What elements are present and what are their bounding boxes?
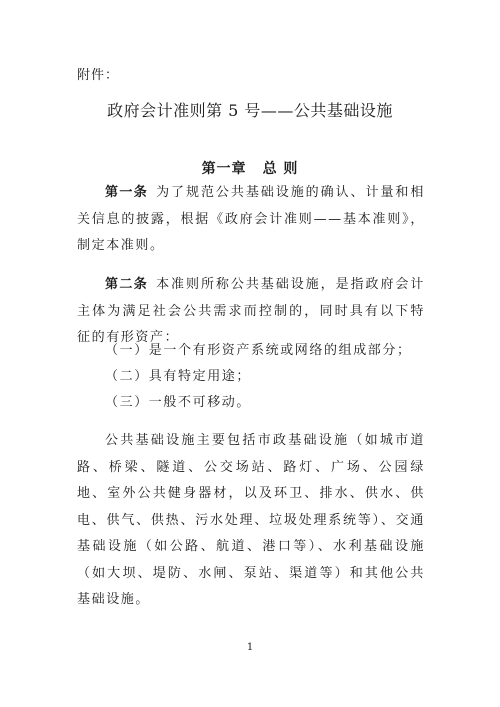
chapter-number: 第一章 bbox=[201, 161, 247, 177]
document-title: 政府会计准则第 5 号——公共基础设施 bbox=[107, 101, 393, 120]
feature-item-3: （三）一般不可移动。 bbox=[105, 395, 252, 410]
feature-item-1: （一）是一个有形资产系统或网络的组成部分； bbox=[105, 343, 412, 358]
chapter-heading bbox=[0, 158, 500, 178]
page-number: 1 bbox=[246, 642, 254, 653]
infrastructure-scope-paragraph: 公共基础设施主要包括市政基础设施（如城市道路、桥梁、隧道、公交场站、路灯、广场、公园绿地、室外公共健身器材，以及环卫、排水、供水、供电、供气、供热、污水处理、垃圾处理系统等）、交通基础设施（如公路、航道、港口等）、水利基础设施（如大坝、堤防、水闸、泵站、渠道等）和其他公共基础设施。 bbox=[77, 433, 425, 607]
article-1 bbox=[77, 180, 425, 260]
article-1-text: 为了规范公共基础设施的确认、计量和相关信息的披露，根据《政府会计准则——基本准则》，制定本准则。 bbox=[77, 185, 425, 253]
article-1-number: 第一条 bbox=[105, 185, 149, 200]
chapter-name: 总 则 bbox=[262, 161, 299, 177]
feature-item-2: （二）具有特定用途； bbox=[105, 369, 252, 384]
article-2-text: 本准则所称公共基础设施，是指政府会计主体为满足社会公共需求而控制的，同时具有以下特征的有形资产： bbox=[77, 277, 425, 345]
attachment-label: 附件： bbox=[77, 68, 120, 83]
article-2-number: 第二条 bbox=[105, 277, 149, 292]
